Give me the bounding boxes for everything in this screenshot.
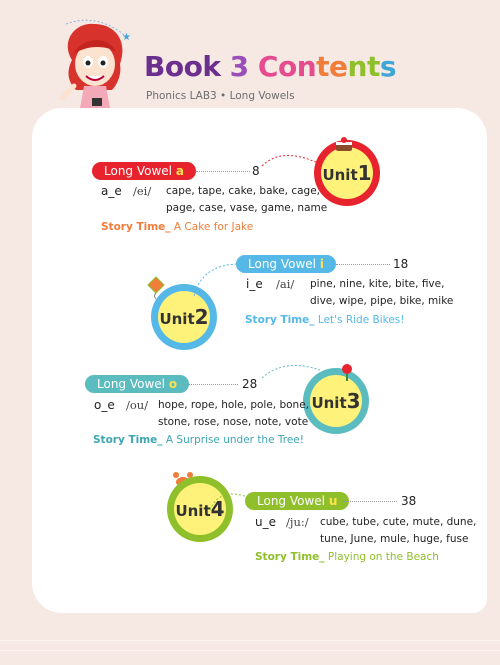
unit4-page-number: 38 <box>401 494 417 508</box>
unit4-ipa: /ju:/ <box>286 515 309 529</box>
cake-icon <box>333 135 355 153</box>
unit1-badge: Unit1 <box>314 140 380 206</box>
page-title: Book 3 Contents <box>144 50 397 83</box>
unit1-grapheme: a_e <box>101 184 122 198</box>
unit3-page-number: 28 <box>242 377 258 391</box>
unit2-vowel-pill: Long Vowel i <box>236 255 336 273</box>
background-stripe <box>0 640 500 641</box>
svg-text:★: ★ <box>122 32 131 43</box>
unit3-story: Story Time_ A Surprise under the Tree! <box>93 434 304 446</box>
unit2-page-number: 18 <box>393 257 409 271</box>
unit4-badge: Unit4 <box>167 476 233 542</box>
unit3-words: hope, rope, hole, pole, bone, stone, rose, nose, note, vote <box>158 399 310 428</box>
unit1-leader <box>196 171 250 172</box>
unit4-grapheme: u_e <box>255 515 276 529</box>
unit2-badge: Unit2 <box>151 284 217 350</box>
unit4-leader <box>343 501 397 502</box>
unit2-leader <box>336 264 390 265</box>
unit3-badge: Unit3 <box>303 368 369 434</box>
unit2-ipa: /ai/ <box>276 277 295 291</box>
background-stripe <box>0 650 500 651</box>
unit3-ipa: /ou/ <box>126 398 149 412</box>
unit4-story: Story Time_ Playing on the Beach <box>255 551 439 563</box>
unit1-story: Story Time_ A Cake for Jake <box>101 221 254 233</box>
unit3-leader <box>182 384 238 385</box>
unit2-grapheme: i_e <box>246 277 263 291</box>
unit4-words: cube, tube, cute, mute, dune, tune, June, mule, huge, fuse <box>320 516 477 545</box>
unit1-page-number: 8 <box>252 164 260 178</box>
page-subtitle: Phonics LAB3 • Long Vowels <box>146 90 295 102</box>
unit2-connector <box>192 258 242 298</box>
unit1-ipa: /ei/ <box>133 184 152 198</box>
unit2-story: Story Time_ Let's Ride Bikes! <box>245 314 405 326</box>
unit3-vowel-pill: Long Vowel o <box>85 375 189 393</box>
unit1-connector <box>262 148 322 178</box>
unit1-words: cape, tape, cake, bake, cage, page, case, vase, game, name <box>166 185 328 214</box>
unit2-words: pine, nine, kite, bite, five, dive, wipe, pipe, bike, mike <box>310 278 454 307</box>
unit4-vowel-pill: Long Vowel u <box>245 492 349 510</box>
unit1-vowel-pill: Long Vowel a <box>92 162 196 180</box>
unit3-grapheme: o_e <box>94 398 115 412</box>
rose-icon <box>337 362 357 382</box>
girl-mascot-icon <box>58 20 130 108</box>
